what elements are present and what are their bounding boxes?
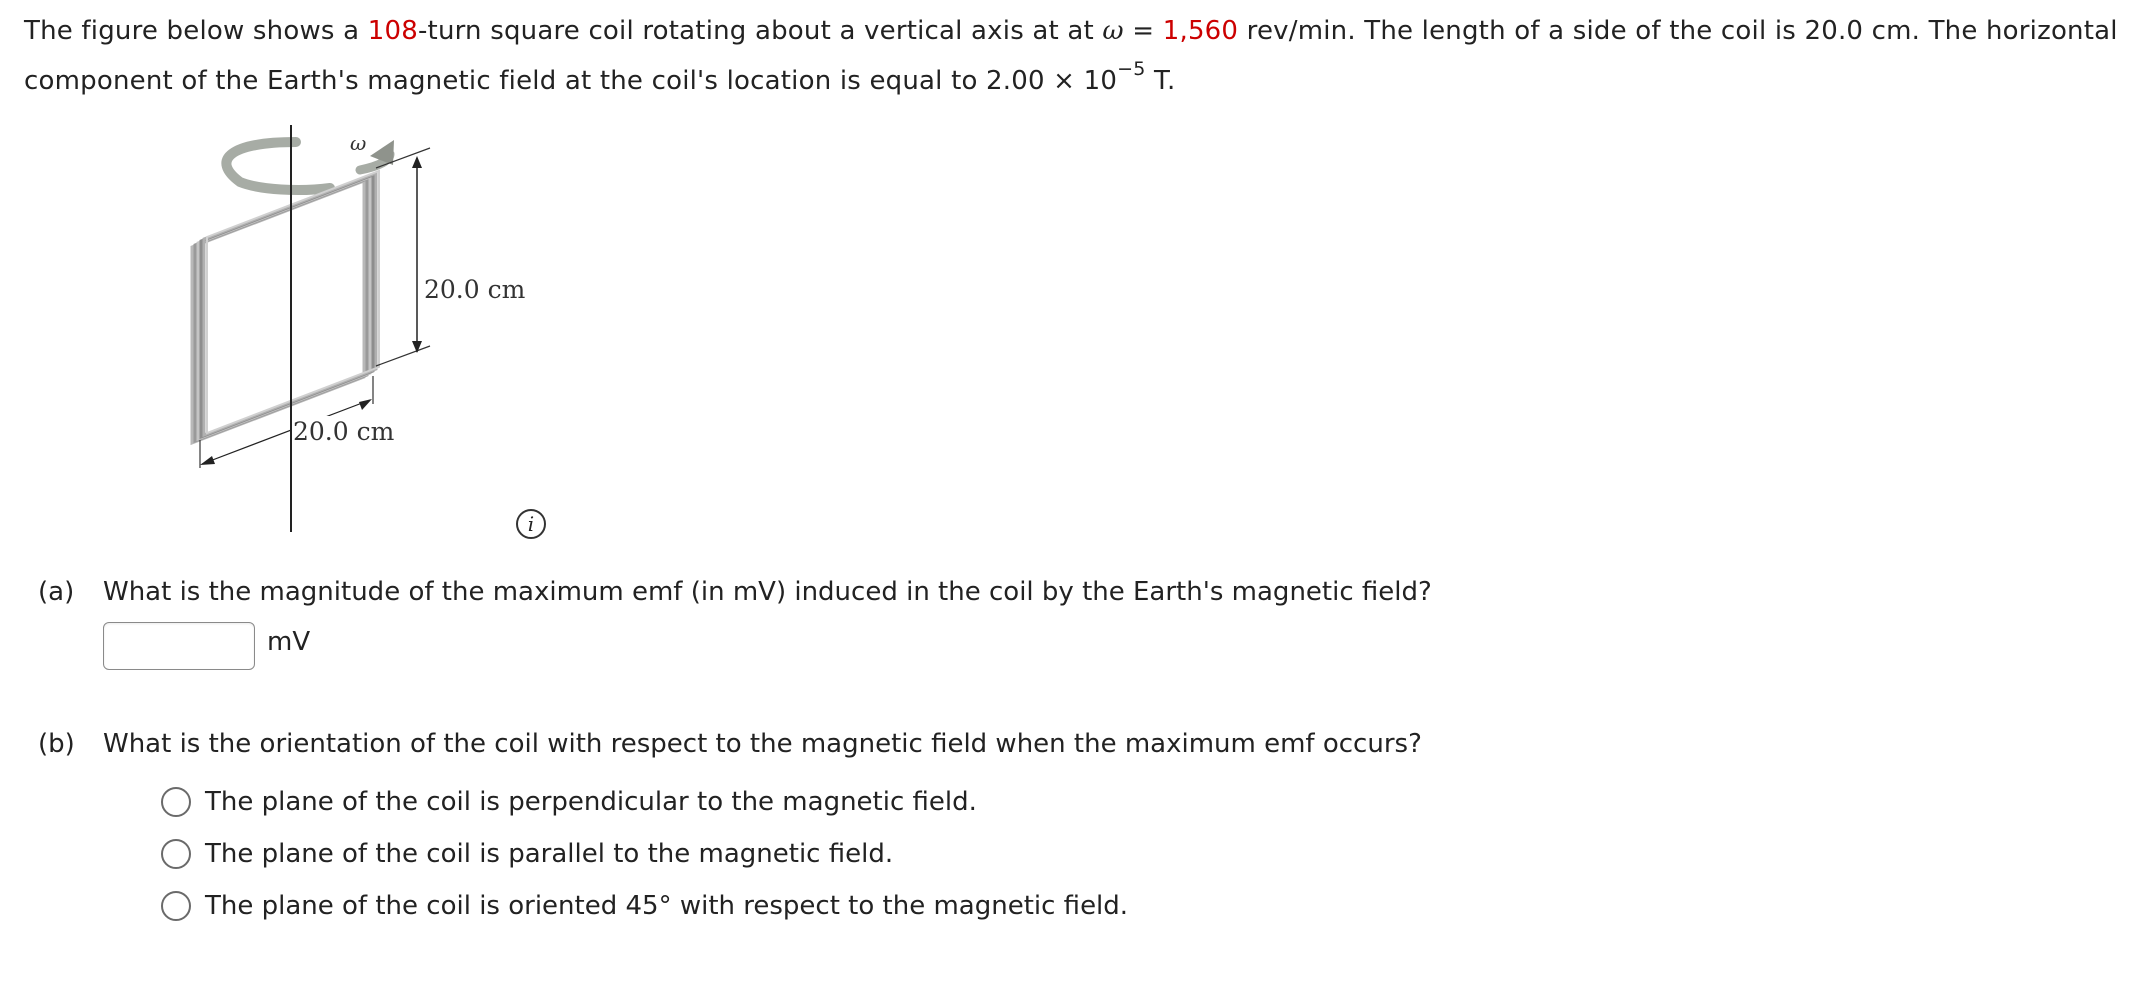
option-45-degrees[interactable] — [161, 889, 1128, 923]
option-parallel[interactable] — [161, 837, 893, 871]
rpm-value: 1,560 — [1162, 16, 1239, 46]
radio-button[interactable] — [161, 787, 191, 817]
unit-label: mV — [267, 627, 311, 657]
omega-symbol: ω — [1102, 16, 1124, 46]
intro-text-4: rev/min. The length of a side of the coil is 20.0 cm. The horizontal component of the Earth's magnetic field at the coil's location is equal to 2.00 × 10 — [24, 16, 2118, 96]
width-label: 20.0 cm — [293, 417, 395, 446]
option-label: The plane of the coil is oriented 45° with respect to the magnetic field. — [205, 891, 1129, 921]
intro-text-1: The figure below shows a — [24, 16, 368, 46]
radio-button[interactable] — [161, 891, 191, 921]
intro-text-5: T. — [1145, 66, 1176, 96]
info-icon[interactable]: i — [516, 509, 546, 539]
coil-figure — [180, 120, 560, 540]
question-b — [38, 727, 1422, 761]
option-perpendicular[interactable] — [161, 785, 977, 819]
part-a-text: What is the magnitude of the maximum emf (in mV) induced in the coil by the Earth's magnetic field? — [103, 577, 1432, 607]
intro-text-2: -turn square coil rotating about a vertical axis at at — [417, 16, 1103, 46]
part-a-letter: (a) — [38, 577, 75, 607]
rotation-arrow — [226, 142, 330, 190]
problem-statement — [24, 6, 2124, 106]
answer-input[interactable] — [103, 622, 255, 670]
radio-button[interactable] — [161, 839, 191, 869]
part-b-letter: (b) — [38, 729, 75, 759]
svg-text:ω: ω — [350, 131, 367, 155]
height-label: 20.0 cm — [424, 275, 526, 304]
exponent: −5 — [1117, 58, 1146, 81]
turns-value: 108 — [367, 16, 418, 46]
part-b-text: What is the orientation of the coil with respect to the magnetic field when the maximum emf occurs? — [103, 729, 1422, 759]
intro-text-3: = — [1123, 16, 1163, 46]
option-label: The plane of the coil is parallel to the magnetic field. — [205, 839, 894, 869]
option-label: The plane of the coil is perpendicular to the magnetic field. — [205, 787, 977, 817]
question-a — [38, 575, 1432, 609]
